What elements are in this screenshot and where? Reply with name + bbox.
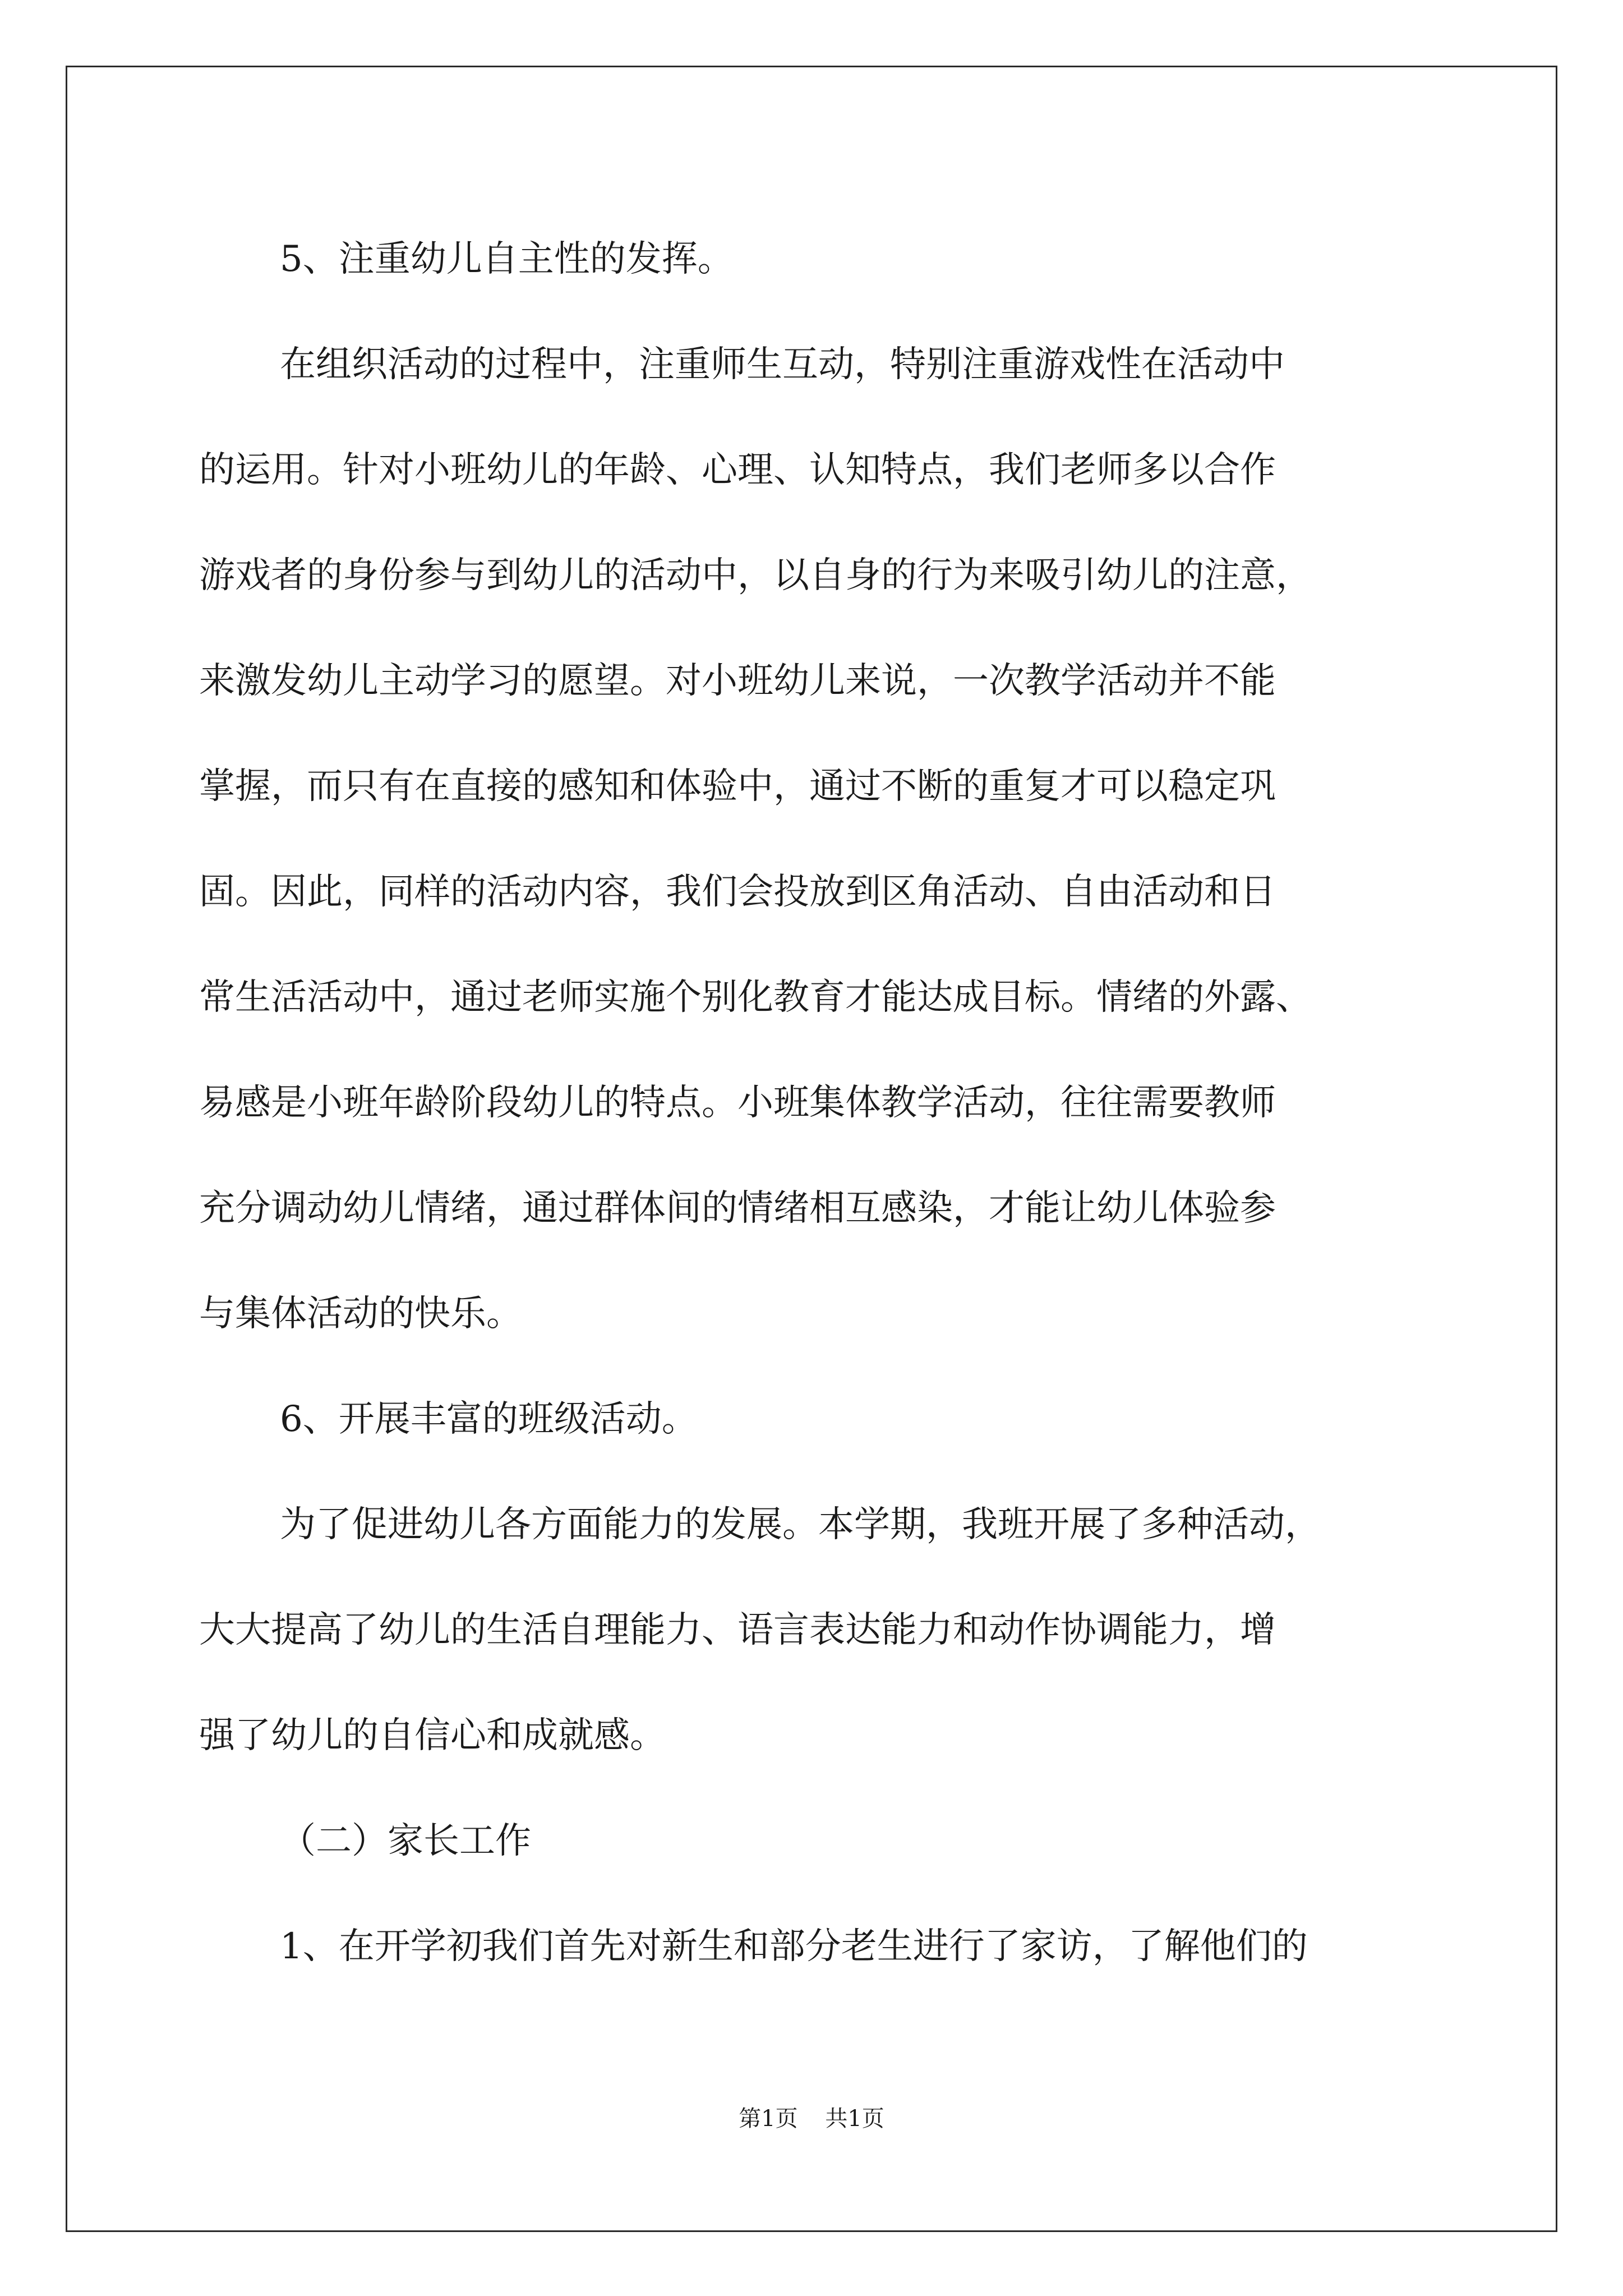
text-line: 强了幼儿的自信心和成就感。 xyxy=(199,1715,666,1756)
text-line: 掌握，而只有在直接的感知和体验中，通过不断的重复才可以稳定巩 xyxy=(199,766,1276,807)
page-number: 第1页 xyxy=(739,2106,798,2132)
text-line: 为了促进幼儿各方面能力的发展。本学期，我班开展了多种活动， xyxy=(280,1504,1321,1545)
text-line: 常生活活动中，通过老师实施个别化教育才能达成目标。情绪的外露、 xyxy=(199,977,1312,1018)
text-line: 1、在开学初我们首先对新生和部分老生进行了家访，了解他们的 xyxy=(280,1926,1308,1967)
text-line: 固。因此，同样的活动内容，我们会投放到区角活动、自由活动和日 xyxy=(199,871,1276,913)
text-line: 与集体活动的快乐。 xyxy=(199,1293,522,1335)
text-line: 易感是小班年龄阶段幼儿的特点。小班集体教学活动，往往需要教师 xyxy=(199,1082,1276,1124)
text-line: 游戏者的身份参与到幼儿的活动中，以自身的行为来吸引幼儿的注意， xyxy=(199,555,1312,596)
text-line: 的运用。针对小班幼儿的年龄、心理、认知特点，我们老师多以合作 xyxy=(199,449,1276,491)
section-heading: （二）家长工作 xyxy=(280,1820,531,1862)
text-line: 在组织活动的过程中，注重师生互动，特别注重游戏性在活动中 xyxy=(280,344,1285,385)
page-footer xyxy=(0,2101,1623,2133)
text-line: 充分调动幼儿情绪，通过群体间的情绪相互感染，才能让幼儿体验参 xyxy=(199,1188,1276,1229)
document-body xyxy=(199,206,1447,1999)
text-line: 来激发幼儿主动学习的愿望。对小班幼儿来说，一次教学活动并不能 xyxy=(199,660,1276,702)
page-total: 共1页 xyxy=(825,2106,884,2132)
text-line: 5、注重幼儿自主性的发挥。 xyxy=(280,238,734,280)
text-line: 大大提高了幼儿的生活自理能力、语言表达能力和动作协调能力，增 xyxy=(199,1609,1276,1651)
text-line: 6、开展丰富的班级活动。 xyxy=(280,1398,698,1440)
